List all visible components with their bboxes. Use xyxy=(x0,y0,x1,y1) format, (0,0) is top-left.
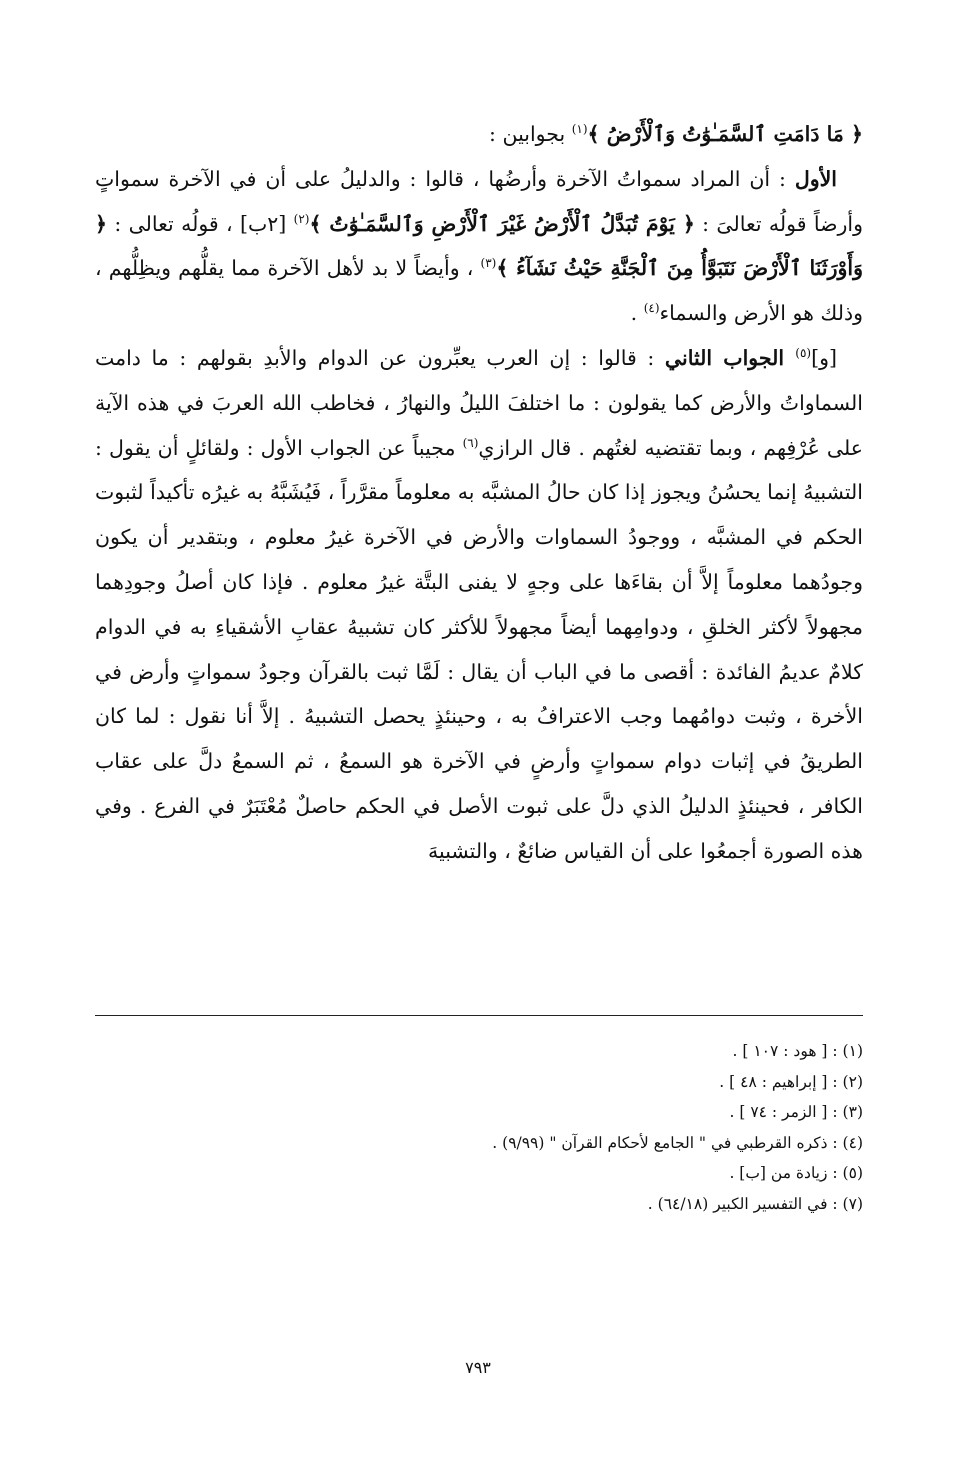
text-run: مجيباً عن الجواب الأول : ولقائلٍ أن يقول : التشبيهُ إنما يحسُنُ ويجوز إذا كان حالُ المشبَّه به معلوماً مقرَّراً ، فَيُشَبَّهُ به غيرُه تأكيداً لثبوت الحكم في المشبَّه ، ووجودُ السماوات والأرض في الآخرة غيرُ معلوم ، وبتقدير أن يكون وجودُهما معلوماً إلاَّ أن بقاءَها على وجهٍ لا يفنى البتَّة غيرُ معلوم . فإذا كان أصلُ وجودِهما مجهولاً لأكثر الخلقِ ، ودوامِهما أيضاً مجهولاً للأكثر كان تشبيهُ عقابِ الأشقياءِ به في الدوام كلامٌ عديمُ الفائدة : أقصى ما في الباب أن يقال : لَمَّا ثبت بالقرآن وجودُ سمواتٍ وأرض في الأخرة ، وثبت دوامُهما وجب الاعترافُ به ، وحينئذٍ يحصل التشبيهُ . إلاَّ أنا نقول : لما كان الطريقُ في إثبات دوام سمواتٍ وأرضٍ في الآخرة هو السمعُ ، ثم السمعُ دلَّ على عقاب الكافر ، فحينئذٍ الدليلُ الذي دلَّ على ثبوت الأصل في الحكم حاصلٌ مُعْتَبَرٌ في الفرع . وفي هذه الصورة أجمعُوا على أن القياس ضائعٌ ، والتشبيهَ xyxy=(95,435,863,863)
paragraph-first-answer xyxy=(95,157,863,336)
paragraph-label: الأول xyxy=(794,166,837,191)
text-run: : قالوا : إن العرب يعبِّرون عن الدوام والأبدِ بقولهم : ما دامت السماواتُ والأرض كما يقولون : ما اختلفَ الليلُ والنهارُ ، فخاطب الله العربَ في هذه الآية على عُرْفِهم ، وبما تقتضيه لغتُهم . قال الرازي xyxy=(95,345,863,460)
footnote-ref: (٦) xyxy=(462,435,479,450)
footnote-ref: (٥) xyxy=(795,346,812,361)
footnote-item: (٢) : [ إبراهيم : ٤٨ ] . xyxy=(719,1072,863,1091)
footnote-ref: (٤) xyxy=(643,301,660,316)
quran-verse: ﴿ وَأَوْرَثَنَا ٱلْأَرْضَ نَتَبَوَّأُ مِنَ ٱلْجَنَّةِ حَيْثُ نَشَآءُ ﴾ xyxy=(95,211,863,281)
footnote-ref: (١) xyxy=(571,122,588,137)
text-run: بجوابين : xyxy=(489,122,572,146)
footnote-divider xyxy=(95,1015,863,1016)
page-body xyxy=(95,112,863,874)
footnote-ref: (٢) xyxy=(293,211,310,226)
footnote-item: (١) : [ هود : ١٠٧ ] . xyxy=(732,1042,863,1060)
footnote-item: (٤) : ذكره القرطبي في " الجامع لأحكام القرآن " (٩/٩٩) . xyxy=(492,1133,863,1152)
text-run: ، وأيضاً لا بد لأهل الآخرة مما يقلُّهم ويظِلُّهم ، وذلك هو الأرض والسماء xyxy=(95,256,863,326)
page-number: ٧٩٣ xyxy=(465,1358,491,1377)
footnote-ref: (٣) xyxy=(480,256,497,271)
footnote-item: (٥) : زيادة من [ب] . xyxy=(729,1164,863,1182)
quran-verse: ﴿ مَا دَامَتِ ٱلسَّمَـٰوَٰتُ وَٱلْأَرْضُ ﴾ xyxy=(587,122,863,146)
footnote-item: (٧) : في التفسير الكبير (٦٤/١٨) . xyxy=(647,1194,863,1213)
text-run: . xyxy=(630,301,644,326)
footnote-item: (٣) : [ الزمر : ٧٤ ] . xyxy=(729,1103,863,1121)
footnotes xyxy=(95,1036,863,1219)
paragraph-label: الجواب الثاني xyxy=(664,345,796,370)
paragraph-intro xyxy=(95,112,863,157)
quran-verse: ﴿ يَوْمَ تُبَدَّلُ ٱلْأَرْضُ غَيْرَ ٱلْأَرْضِ وَٱلسَّمَـٰوَٰتُ ﴾ xyxy=(309,211,695,236)
paragraph-second-answer xyxy=(95,336,863,874)
text-run: : أن المراد سمواتُ الآخرة وأرضُها ، قالوا : والدليلُ على أن في الآخرة سمواتٍ وأرضاً قولُه تعالىَ : xyxy=(95,166,864,236)
main-text xyxy=(95,112,863,874)
editor-insertion: [و] xyxy=(811,345,837,370)
text-run: [٢ب] ، قولُه تعالى : xyxy=(107,211,294,236)
